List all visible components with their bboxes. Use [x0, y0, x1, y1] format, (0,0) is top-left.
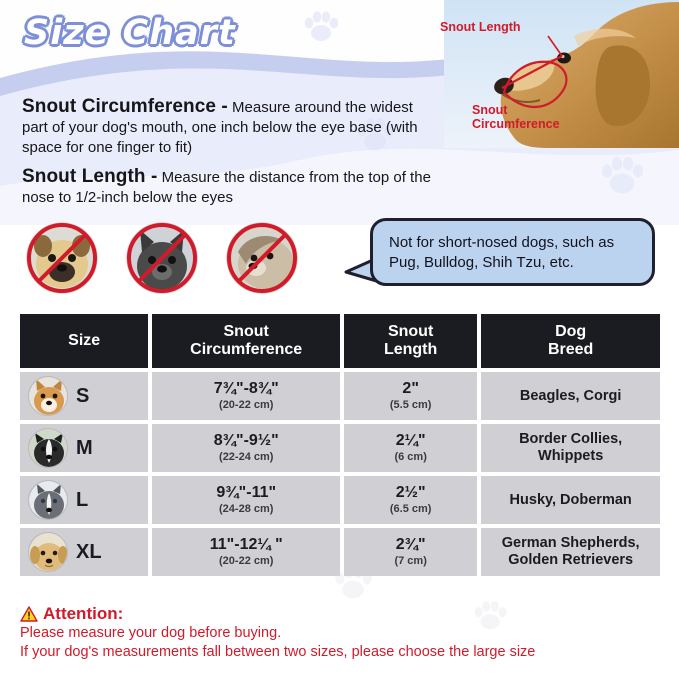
attention-heading: Attention: [43, 604, 124, 623]
circumference-metric: (20-22 cm) [219, 398, 274, 411]
breed-thumbnail-golden-retriever [28, 532, 68, 572]
instructions-section [22, 96, 442, 217]
circumference-metric: (22-24 cm) [219, 450, 274, 463]
prohibited-icon [126, 222, 198, 294]
attention-section [20, 604, 665, 662]
size-label: M [76, 436, 93, 459]
column-header-snout-circumference [152, 314, 340, 368]
breed-thumbnail-corgi [28, 376, 68, 416]
circumference-value: 8¾"-9½" [213, 432, 279, 450]
instruction-heading: Snout Length - [22, 166, 158, 187]
column-header-breed-line1: Dog [555, 322, 587, 340]
instruction-heading: Snout Circumference - [22, 96, 228, 117]
paw-print-icon [300, 6, 342, 48]
circumference-value: 7¾"-8¾" [213, 380, 279, 398]
size-label: XL [76, 540, 102, 563]
length-metric: (7 cm) [394, 554, 427, 567]
instruction-item [22, 96, 442, 157]
warning-bubble [370, 218, 655, 286]
column-header-snout-length [344, 314, 477, 368]
length-value: 2½" [395, 484, 426, 502]
cell-size [20, 424, 148, 472]
breed-line1: Beagles, Corgi [519, 387, 622, 404]
cell-snout-length [344, 476, 477, 524]
size-table [20, 314, 660, 580]
column-header-circ-line1: Snout [223, 322, 269, 340]
breed-line2: Golden Retrievers [508, 552, 634, 568]
table-row [20, 528, 660, 580]
size-label: S [76, 384, 90, 407]
cell-size [20, 476, 148, 524]
breed-line2: Whippets [538, 448, 604, 464]
instruction-body: Measure the distance from the top of the nose to 1/2-inch below the eyes [22, 169, 431, 206]
cell-snout-length [344, 528, 477, 576]
cell-dog-breed [481, 372, 660, 420]
instruction-item [22, 166, 442, 208]
instruction-body: Measure around the widest part of your dog's mouth, one inch below the eye base (with space for one finger to fit) [22, 99, 418, 156]
circumference-metric: (24-28 cm) [219, 502, 274, 515]
breed-line1: Border Collies, [519, 431, 623, 448]
circumference-metric: (20-22 cm) [219, 554, 274, 567]
banned-breed-pug [26, 222, 98, 294]
size-label: L [76, 488, 89, 511]
column-header-len-line2: Length [383, 341, 438, 358]
cell-snout-circumference [152, 476, 340, 524]
paw-print-icon [596, 150, 648, 202]
callout-snout-circumference-line1: Snout [472, 103, 508, 117]
length-metric: (6.5 cm) [389, 502, 432, 515]
cell-dog-breed [481, 528, 660, 576]
column-header-len-line1: Snout [387, 322, 434, 340]
column-header-breed-line2: Breed [547, 341, 594, 358]
warning-bubble-text: Not for short-nosed dogs, such as Pug, Bulldog, Shih Tzu, etc. [389, 234, 615, 271]
table-row [20, 476, 660, 528]
cell-snout-circumference [152, 528, 340, 576]
banned-breeds-row [26, 222, 326, 294]
length-value: 2¼" [395, 432, 426, 450]
attention-heading-row [20, 604, 665, 624]
length-value: 2¾" [395, 536, 426, 554]
cell-snout-circumference [152, 372, 340, 420]
table-row [20, 424, 660, 476]
cell-size [20, 372, 148, 420]
breed-line1: Husky, Doberman [509, 491, 632, 508]
cell-snout-length [344, 372, 477, 420]
breed-thumbnail-husky [28, 480, 68, 520]
prohibited-icon [226, 222, 298, 294]
warning-triangle-icon [20, 606, 38, 622]
callout-snout-length: Snout Length [440, 20, 521, 34]
prohibited-icon [26, 222, 98, 294]
page-title-wrapper [24, 13, 236, 53]
table-row [20, 372, 660, 424]
callout-snout-circumference [472, 103, 560, 132]
cell-dog-breed [481, 424, 660, 472]
length-metric: (5.5 cm) [389, 398, 432, 411]
circumference-value: 9¾"-11" [216, 484, 277, 502]
cell-snout-length [344, 424, 477, 472]
attention-line-1: Please measure your dog before buying. [20, 625, 282, 641]
column-header-dog-breed [481, 314, 660, 368]
cell-size [20, 528, 148, 576]
breed-line1: German Shepherds, [501, 535, 640, 552]
length-value: 2" [402, 380, 419, 398]
cell-snout-circumference [152, 424, 340, 472]
column-header-circ-line2: Circumference [190, 341, 303, 358]
length-metric: (6 cm) [394, 450, 427, 463]
banned-breed-shih-tzu [226, 222, 298, 294]
attention-line-2: If your dog's measurements fall between two sizes, please choose the large size [20, 644, 536, 661]
column-header-size: Size [20, 314, 148, 368]
banned-breed-french-bulldog [126, 222, 198, 294]
page-title: Size Chart [24, 13, 236, 53]
circumference-value: 11"-12¼ " [209, 536, 283, 554]
cell-dog-breed [481, 476, 660, 524]
table-header-row [20, 314, 660, 372]
callout-snout-circumference-line2: Circumference [472, 117, 560, 132]
breed-thumbnail-border-collie [28, 428, 68, 468]
